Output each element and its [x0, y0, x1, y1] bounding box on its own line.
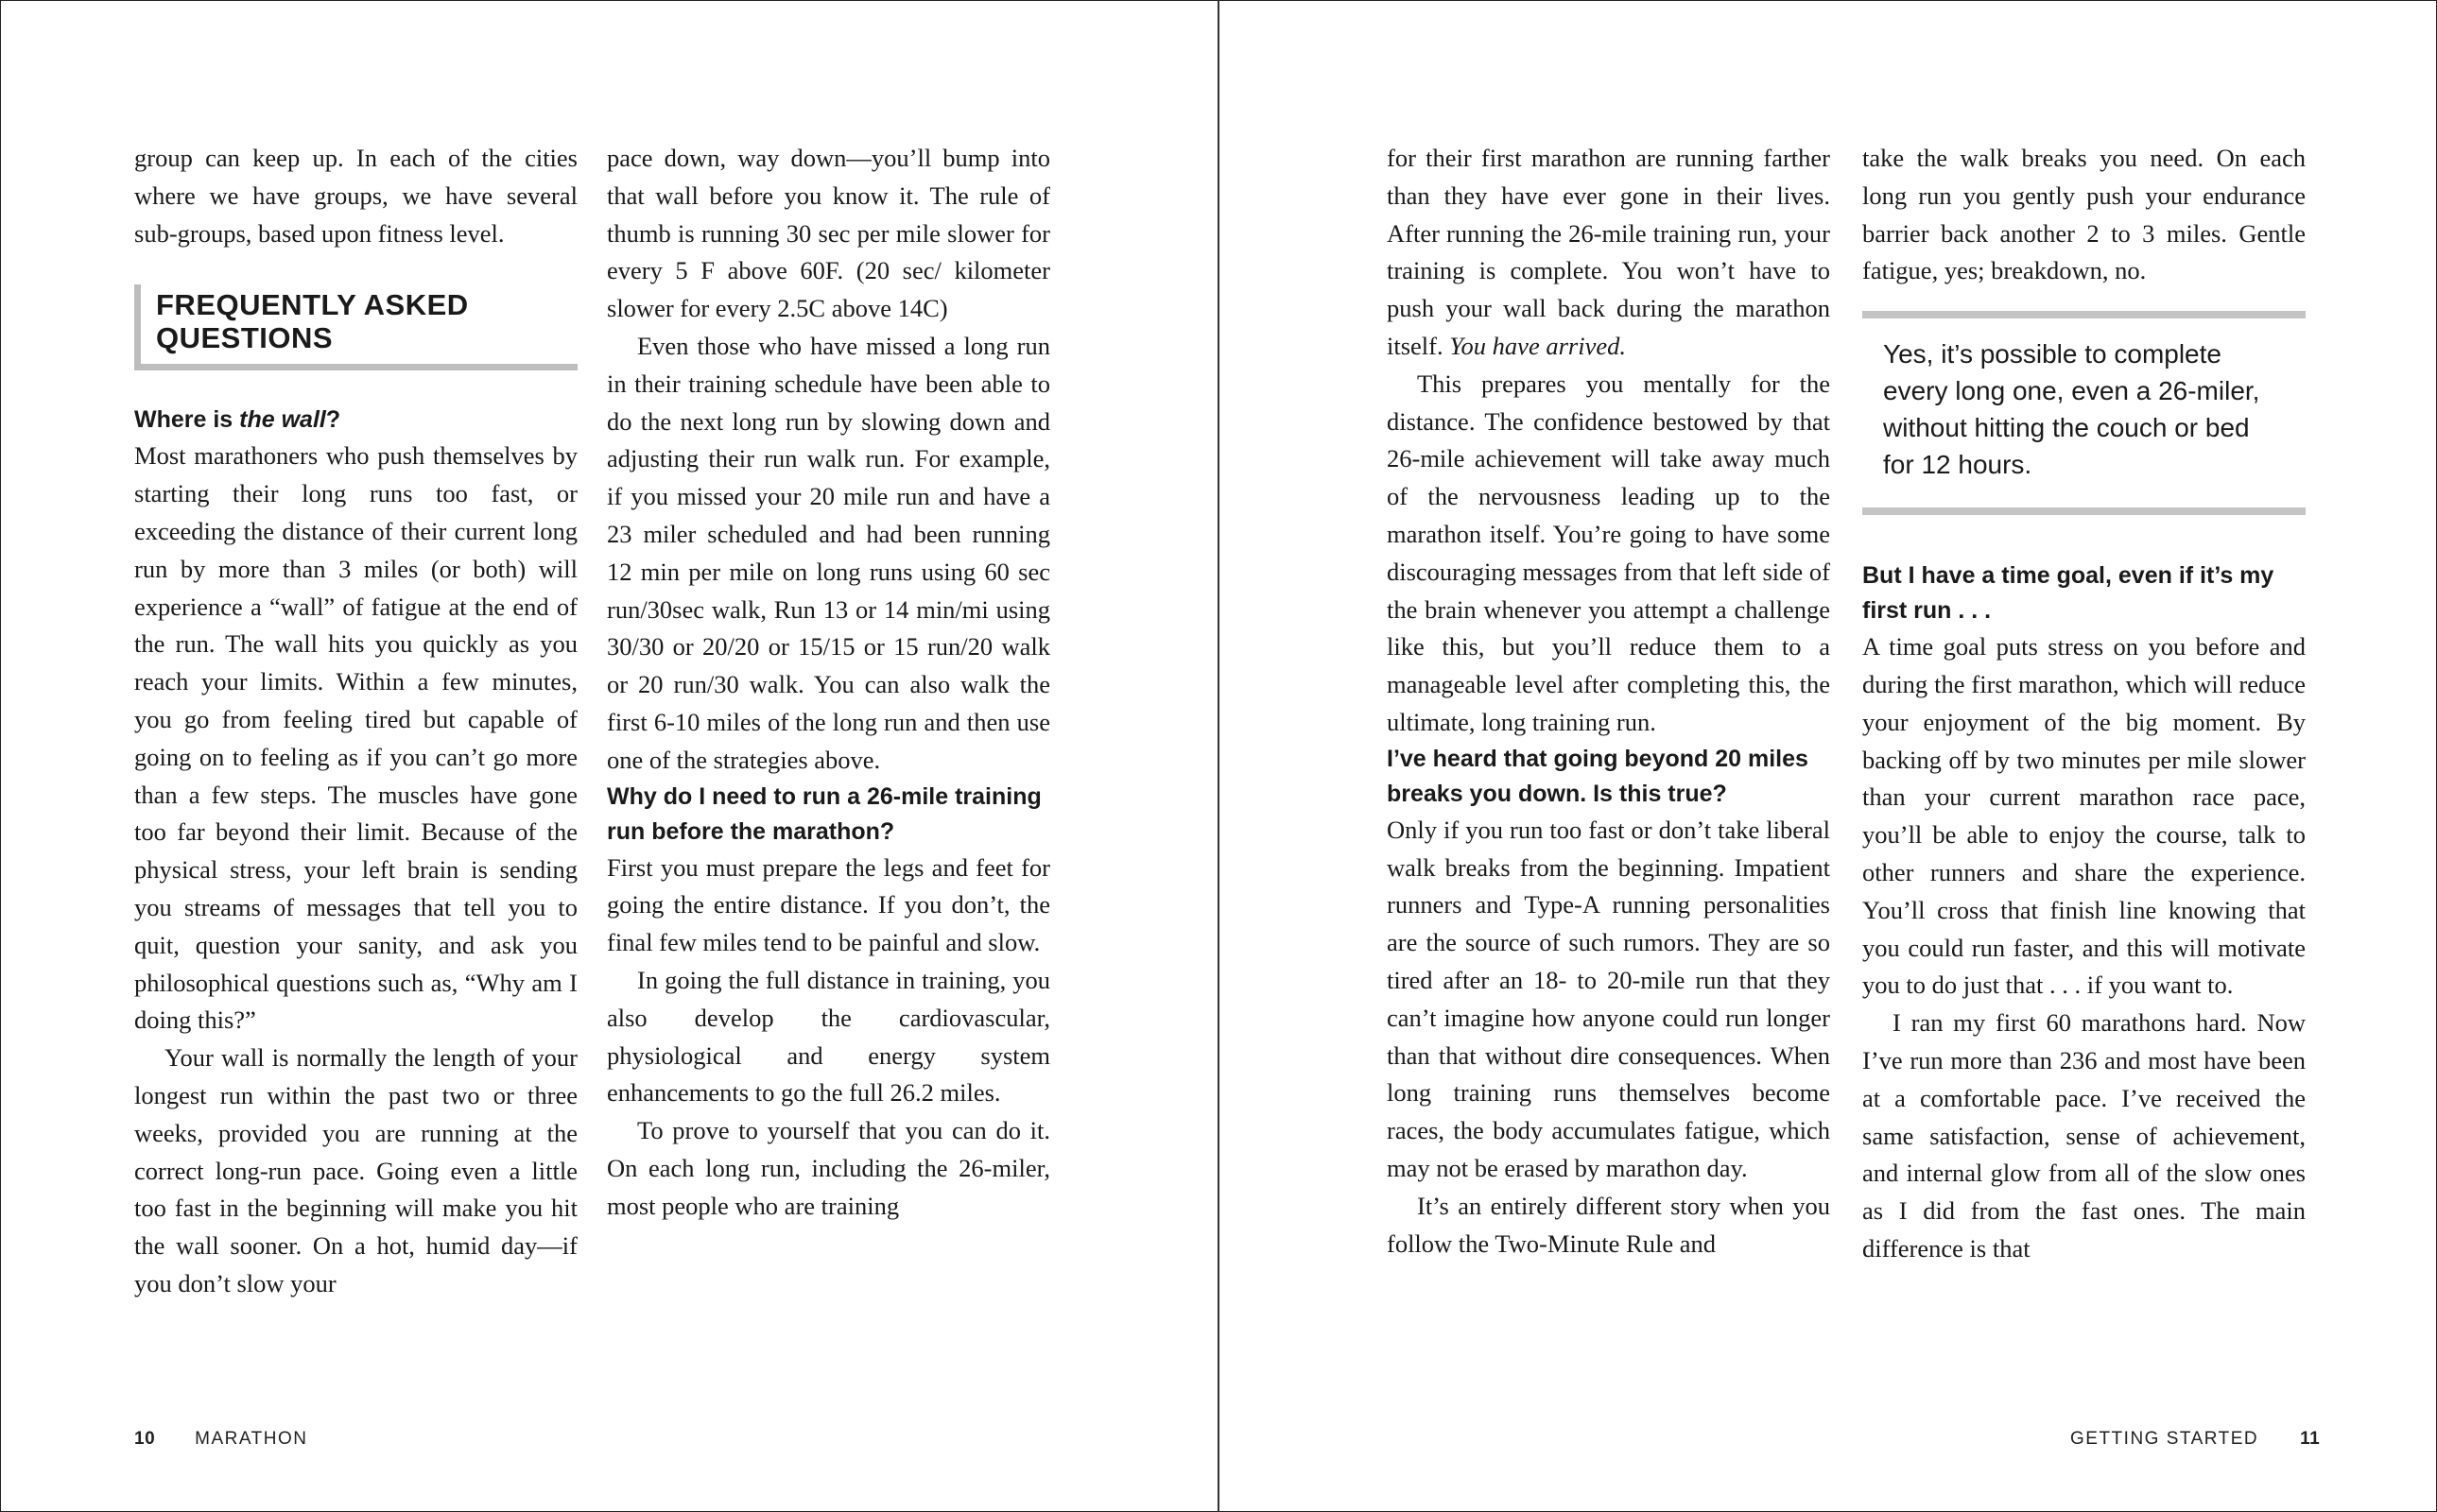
paragraph: In going the full distance in training, you also develop the cardiovascular, physiological and energy system enhancements to go the full 26.2 miles. — [607, 965, 1050, 1108]
left-page-footer — [134, 1429, 307, 1450]
paragraph: Your wall is normally the length of your longest run within the past two or three weeks, provided you are running at the correct long-run pace. Going even a little too fast in the beginning will make you hit the wall sooner. On a hot, humid day—if you don’t slow your — [134, 1043, 578, 1297]
paragraph: Most marathoners who push themselves by starting their long runs too fast, or exceeding the distance of their current long run by more than 3 miles (or both) will experience a “wall” of fatigue at the end of the run. The wall hits you quickly as you reach your limits. Within a few minutes, you go from feeling tired but capable of going on to feeling as if you can’t go more than a few steps. The muscles have gone too far beyond their limit. Because of the physical stress, your left brain is sending you streams of messages that tell you to quit, question your sanity, and ask you philosophical questions such as, “Why am I doing this?” — [134, 441, 578, 1035]
question-heading: Why do I need to run a 26-mile training run before the marathon? — [607, 782, 1042, 845]
pull-quote: Yes, it’s possible to complete every long one, even a 26-miler, without hitting the couch or bed for 12 hours. — [1862, 311, 2306, 515]
question-emphasis: the wall — [239, 406, 326, 434]
paragraph: Even those who have missed a long run in their training schedule have been able to do the next long run by slowing down and adjusting their run walk run. For example, if you missed your 20 mile run and have a 23 miler scheduled and had been running 12 min per mile on long runs using 60 sec run/30sec walk, Run 13 or 14 min/mi using 30/30 or 20/20 or 15/15 or 15 run/20 walk or 20 run/30 walk. You can also walk the first 6-10 miles of the long run and then use one of the strategies above. — [607, 331, 1050, 774]
paragraph: group can keep up. In each of the cities where we have groups, we have several sub-groups, based upon fitness level. — [134, 144, 578, 248]
left-page-column-1 — [134, 140, 578, 1303]
question-heading: I’ve heard that going beyond 20 miles breaks you down. Is this true? — [1387, 745, 1808, 807]
paragraph: for their first marathon are running farther than they have ever gone in their lives. After running the 26-mile training run, your training is complete. You won’t have to push your wall back during the marathon itself. You have arrived. — [1387, 144, 1830, 360]
paragraph: It’s an entirely different story when you follow the Two-Minute Rule and — [1387, 1191, 1830, 1258]
question-heading: Where is the wall? — [134, 406, 341, 434]
page-number: 11 — [2300, 1429, 2321, 1449]
emphasis-text: You have arrived. — [1449, 331, 1626, 360]
section-heading: FREQUENTLY ASKED QUESTIONS — [134, 284, 578, 370]
paragraph: pace down, way down—you’ll bump into that wall before you know it. The rule of thumb is running 30 sec per mile slower for every 5 F above 60F. (20 sec/ kilometer slower for every 2.5C above 14C) — [607, 144, 1050, 323]
page-number: 10 — [134, 1429, 156, 1449]
paragraph: Only if you run too fast or don’t take liberal walk breaks from the beginning. Impatient runners and Type-A running personalities are the source of such rumors. They are so tired after an 18- to 20-mile run that they can’t imagine how anyone could run longer than that without dire consequences. When long training runs themselves become races, the body accumulates fatigue, which may not be erased by marathon day. — [1387, 815, 1830, 1182]
question-heading: But I have a time goal, even if it’s my first run . . . — [1862, 562, 2274, 625]
paragraph: First you must prepare the legs and feet for going the entire distance. If you don’t, the final few miles tend to be painful and slow. — [607, 852, 1050, 957]
paragraph: take the walk breaks you need. On each long run you gently push your endurance barrier back another 2 to 3 miles. Gentle fatigue, yes; breakdown, no. — [1862, 144, 2306, 285]
running-head: GETTING STARTED — [2070, 1429, 2259, 1449]
paragraph: A time goal puts stress on you before and during the first marathon, which will reduce your enjoyment of the big moment. By backing off by two minutes per mile slower than your current marathon race pace, you’ll be able to enjoy the course, talk to other runners and share the experience. You’ll cross that finish line knowing that you could run faster, and this will motivate you to do just that . . . if you want to. — [1862, 632, 2306, 1000]
left-page-column-2 — [607, 140, 1050, 1226]
right-page-column-1 — [1387, 140, 1830, 1263]
page-gutter — [1218, 0, 1219, 1512]
running-head: MARATHON — [195, 1429, 308, 1449]
paragraph: This prepares you mentally for the distance. The confidence bestowed by that 26-mile achievement will take away much of the nervousness leading up to the marathon itself. You’re going to have some discouraging messages from that left side of the brain whenever you attempt a challenge like this, but you’ll reduce them to a manageable level after completing this, the ultimate, long training run. — [1387, 369, 1830, 736]
right-page-column-2 — [1862, 140, 2306, 1268]
paragraph: I ran my first 60 marathons hard. Now I’ve run more than 236 and most have been at a comfortable pace. I’ve received the same satisfaction, sense of achievement, and internal glow from all of the slow ones as I did from the fast ones. The main difference is that — [1862, 1008, 2306, 1263]
right-page-footer — [2070, 1429, 2320, 1450]
paragraph: To prove to yourself that you can do it. On each long run, including the 26-miler, most people who are training — [607, 1116, 1050, 1220]
